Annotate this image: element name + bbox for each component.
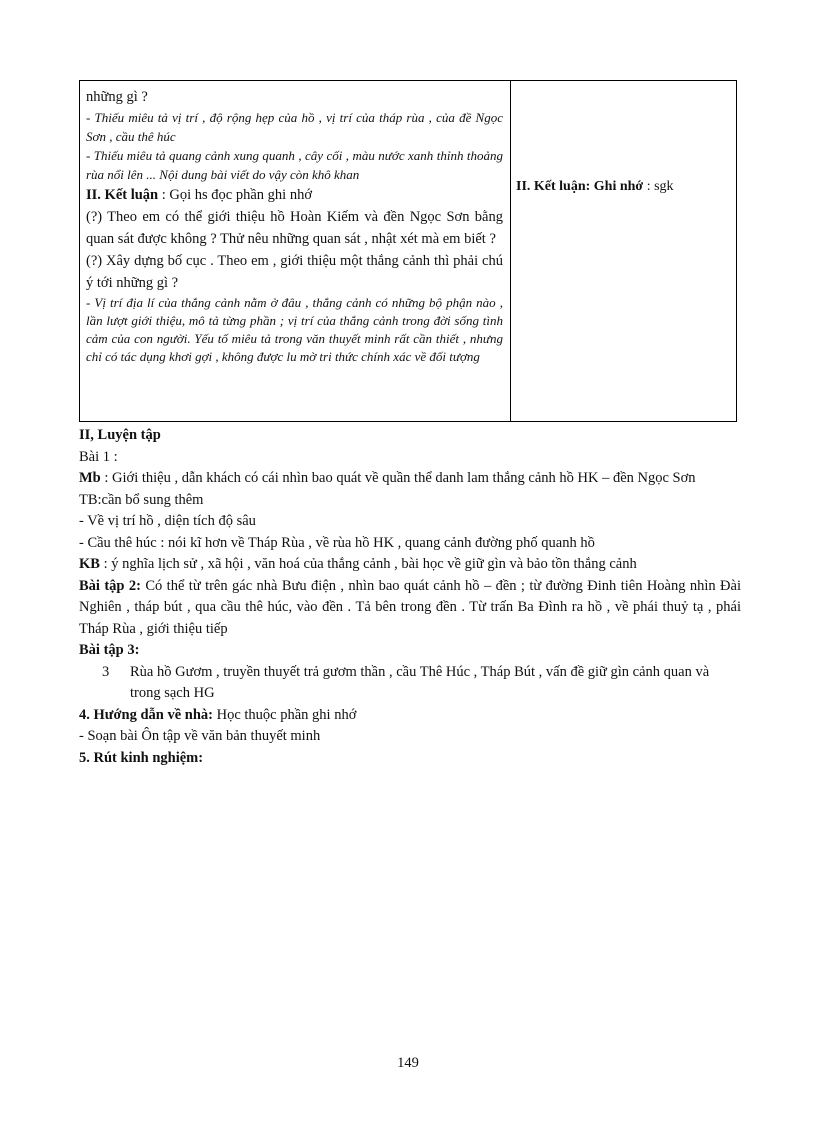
left-line-1: những gì ? xyxy=(86,89,148,105)
exercise-2-text: Có thể từ trên gác nhà Bưu điện , nhìn bao quát cảnh hồ – đền ; từ đường Đinh tiên Hoàng nhìn Đài Nghiên , tháp bút , qua cầu thê húc, vào đền . Tả bên trong đền . Từ trấn Ba Đình ra hồ , về phái thuỷ tạ , phái Tháp Rùa , giới thiệu tiếp xyxy=(79,577,741,637)
table-right-cell xyxy=(511,81,736,421)
tb-paragraph: TB:cần bổ sung thêm xyxy=(79,491,204,508)
exercise-1-label: Bài 1 : xyxy=(79,448,118,465)
practice-heading: II, Luyện tập xyxy=(79,427,161,443)
exercise-3-number: 3 xyxy=(102,663,110,680)
exercise-3-text: Rùa hồ Gươm , truyền thuyết trả gươm thần , cầu Thê Húc , Tháp Bút , vấn đề giữ gìn cảnh quan và trong sạch HG xyxy=(130,663,710,701)
kb-label: KB xyxy=(79,556,100,572)
experience-heading: 5. Rút kinh nghiệm: xyxy=(79,749,204,766)
left-conclusion-label: II. Kết luận xyxy=(86,187,159,203)
exercise-3-item xyxy=(79,662,741,705)
left-italic-note-2: - Thiếu miêu tả quang cảnh xung quanh , cây cối , màu nước xanh thỉnh thoảng rùa nổi lên ... Nội dung bài viết do vậy còn khô khan xyxy=(86,148,503,182)
mb-label: Mb xyxy=(79,470,101,486)
mb-text: : Giới thiệu , dẫn khách có cái nhìn bao quát về quần thể danh lam thắng cảnh hồ HK – đền Ngọc Sơn xyxy=(100,470,696,486)
lesson-table xyxy=(79,80,737,422)
practice-section xyxy=(79,425,741,769)
left-conclusion-text: : Gọi hs đọc phần ghi nhớ xyxy=(158,187,312,203)
homework-item: - Soạn bài Ôn tập về văn bản thuyết minh xyxy=(79,728,321,744)
homework-label: 4. Hướng dẫn về nhà: xyxy=(79,706,213,723)
exercise-2 xyxy=(79,576,741,641)
mb-paragraph xyxy=(79,468,741,490)
exercise-2-label: Bài tập 2: xyxy=(79,577,141,594)
left-italic-note-3: - Vị trí địa lí của thắng cảnh nằm ở đâu , thắng cảnh có những bộ phận nào , lần lượt giới thiệu, mô tả từng phần ; vị trí của thắng cảnh trong đời sống tình cảm của con người. Yếu tố miêu tả trong văn thuyết minh rất cần thiết , nhưng chỉ có tác dụng khơi gợi , không được lu mờ tri thức chính xác về đối tượng xyxy=(86,295,503,364)
left-conclusion xyxy=(86,184,503,206)
tb-item-1: - Về vị trí hồ , diện tích độ sâu xyxy=(79,513,256,529)
right-conclusion-text: : sgk xyxy=(643,179,674,194)
page-number: 149 xyxy=(397,1055,419,1071)
homework-paragraph xyxy=(79,705,741,727)
kb-paragraph xyxy=(79,554,741,576)
left-question-2: (?) Xây dựng bố cục . Theo em , giới thiệu một thắng cảnh thì phải chú ý tới những gì ? xyxy=(86,253,503,291)
table-left-cell xyxy=(80,81,511,421)
exercise-3-label: Bài tập 3: xyxy=(79,642,140,658)
kb-text: : ý nghĩa lịch sử , xã hội , văn hoá của thắng cảnh , bài học về giữ gìn và bảo tồn thắng cảnh xyxy=(99,556,637,572)
left-question-1: (?) Theo em có thể giới thiệu hồ Hoàn Kiếm và đền Ngọc Sơn bằng quan sát được không ? Thử nêu những quan sát , nhật xét mà em biết ? xyxy=(86,209,503,247)
tb-item-2: - Cầu thê húc : nói kĩ hơn về Tháp Rùa , về rùa hồ HK , quang cảnh đường phố quanh hồ xyxy=(79,534,595,551)
right-conclusion-label: II. Kết luận: Ghi nhớ xyxy=(516,179,644,194)
homework-text: Học thuộc phần ghi nhớ xyxy=(212,706,357,723)
left-italic-note-1: - Thiếu miêu tả vị trí , độ rộng hẹp của hồ , vị trí của tháp rùa , của đề Ngọc Sơn , cầu thê húc xyxy=(86,110,503,144)
